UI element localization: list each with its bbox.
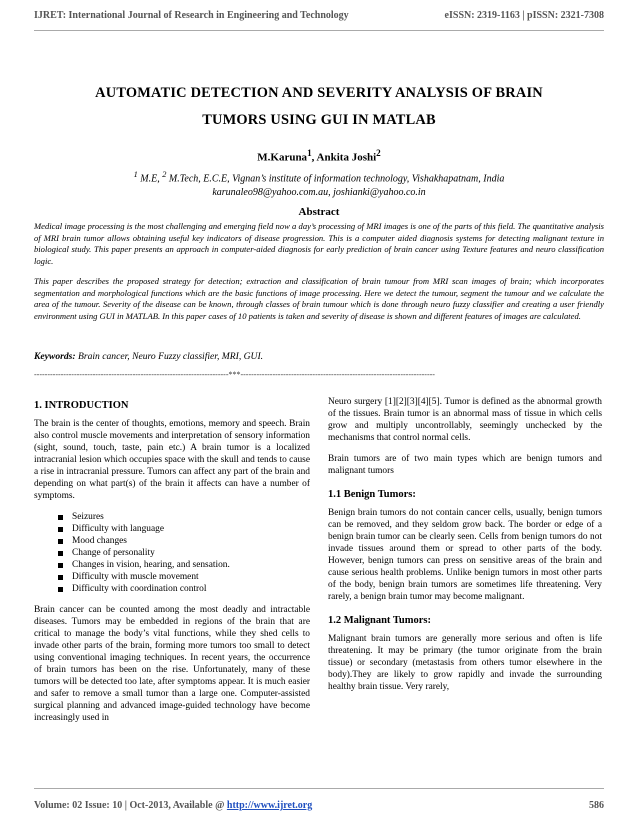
journal-link[interactable]: http://www.ijret.org [226,800,313,811]
running-header [34,10,604,21]
abstract-paragraph-1: Medical image processing is the most challenging and emerging field now a day’s processing of MRI images is one of the parts of this field. The quantitative analysis of MRI brain tumor allows obtaining useful key indicators of disease progression. This is a computer aided diagnosis systems for detecting malignant texture in biological study. This paper presents an approach in computer-aided diagnosis for early prediction of brain cancer using Texture features and neuro classification logic. [34,221,604,266]
abstract-heading: Abstract [298,206,340,218]
list-item: Difficulty with muscle movement [58,571,310,583]
footer-info [34,800,312,811]
abstract-paragraph-2: This paper describes the proposed strategy for detection; extraction and classification of brain tumour from MRI scan images of brain; which incorporates segmentation and morphological functions which are the basic functions of image processing. Here we detect the tumour, segment the tumour and we calculate the area of the tumour. Severity of the disease can be known, through classes of brain tumour which is done through neuro fuzzy classifier and creating a user friendly environment using GUI in MATLAB. In this paper cases of 10 patients is taken and severity of disease is shown and different features of images are calculated. [34,276,604,321]
list-item: Change of personality [58,547,310,559]
affiliation [34,168,604,200]
malignant-heading: 1.2 Malignant Tumors: [328,615,431,626]
affil-sup-1: 1 [133,170,138,179]
authors [34,148,604,164]
section-separator: -------------------------------------------------------------------------***------------------------------------------------------------------------- [34,370,435,379]
intro-paragraph-1: The brain is the center of thoughts, emotions, memory and speech. Brain also control muscle movements and interpretation of sensory information (sight, sound, touch, taste, pain etc.) A brain tumor is a localized intracranial lesion which occupies space with the skull and tends to cause a rise in intracranial pressure. Tumors can affect any part of the brain and depending on what part(s) of the brain it affects can have a number of symptoms. [34,419,310,501]
keywords-label: Keywords: [34,351,76,362]
affiliation-line [34,168,604,186]
author-emails: karunaleo98@yahoo.com.au, joshianki@yahoo.co.in [212,187,426,199]
journal-name: IJRET: International Journal of Research in Engineering and Technology [34,10,349,21]
author-1-sup: 1 [307,148,312,158]
paper-title [34,80,604,134]
right-paragraph-1: Neuro surgery [1][2][3][4][5]. Tumor is defined as the abnormal growth of the tissues. Brain tumor is an abnormal mass of tissue in which cells grow and multiply uncontrollably, seemingly unchecked by the mechanisms that control normal cells. [328,397,602,443]
issn: eISSN: 2319-1163 | pISSN: 2321-7308 [444,10,604,21]
list-item: Mood changes [58,535,310,547]
affil-text-2: M.Tech, E.C.E, Vignan’s institute of information technology, Vishakhapatnam, India [166,173,505,185]
keywords [34,351,604,362]
keywords-text: Brain cancer, Neuro Fuzzy classifier, MRI, GUI. [75,351,264,362]
list-item: Changes in vision, hearing, and sensation. [58,559,310,571]
benign-heading: 1.1 Benign Tumors: [328,489,416,500]
malignant-paragraph: Malignant brain tumors are generally more serious and often is life threatening. It may be primary (the tumor originate from the brain tissue) or secondary (metastasis from others tumor elsewhere in the body).They are likely to grow rapidly and invade the surrounding healthy brain tissue. Very rarely, [328,634,602,692]
affil-sup-2: 2 [162,170,167,179]
intro-heading: 1. INTRODUCTION [34,400,129,411]
list-item: Difficulty with coordination control [58,583,310,595]
benign-paragraph: Benign brain tumors do not contain cancer cells, usually, benign tumors can be removed, and they seldom grow back. The border or edge of a benign brain tumor can be clearly seen. Cells from benign tumors do not invade tissues around them or spread to other parts of the body. However, benign tumors can press on sensitive areas of the brain and cause serious health problems. Unlike benign tumors in most other parts of the body, benign brain tumors are sometimes life threatening. Very rarely, a benign brain tumor may become malignant. [328,508,602,602]
intro-paragraph-2: Brain cancer can be counted among the most deadly and intractable diseases. Tumors may be embedded in regions of the brain that are critical to manage the body’s vital functions, while they shed cells to invade other parts of the brain, forming more tumors too small to detect using conventional imaging techniques. In recent years, the occurrence of brain tumors has been on the rise. Unfortunately, many of these tumors will be detected too late, after symptoms appear. It is much easier and safer to remove a small tumor than a large one. Computer-assisted surgical planning and advanced image-guided technology have become increasingly used in [34,605,310,723]
running-footer [34,800,604,811]
author-1: M.Karuna [257,151,308,164]
page-number: 586 [589,800,604,811]
header-rule [34,30,604,31]
footer-rule [34,788,604,789]
author-2: Ankita Joshi [316,151,377,164]
symptom-list [34,511,310,595]
author-separator: , [311,151,317,164]
title-line-2: TUMORS USING GUI IN MATLAB [202,112,436,128]
right-paragraph-2: Brain tumors are of two main types which are benign tumors and malignant tumors [328,454,602,476]
right-column [328,384,602,702]
left-column [34,384,310,733]
abstract-body [34,221,604,331]
list-item: Difficulty with language [58,523,310,535]
footer-volume: Volume: 02 Issue: 10 | Oct-2013, Available @ [34,800,227,811]
author-2-sup: 2 [376,148,381,158]
title-line-1: AUTOMATIC DETECTION AND SEVERITY ANALYSIS OF BRAIN [95,85,543,101]
affil-text-1: M.E, [137,173,163,185]
list-item: Seizures [58,511,310,523]
